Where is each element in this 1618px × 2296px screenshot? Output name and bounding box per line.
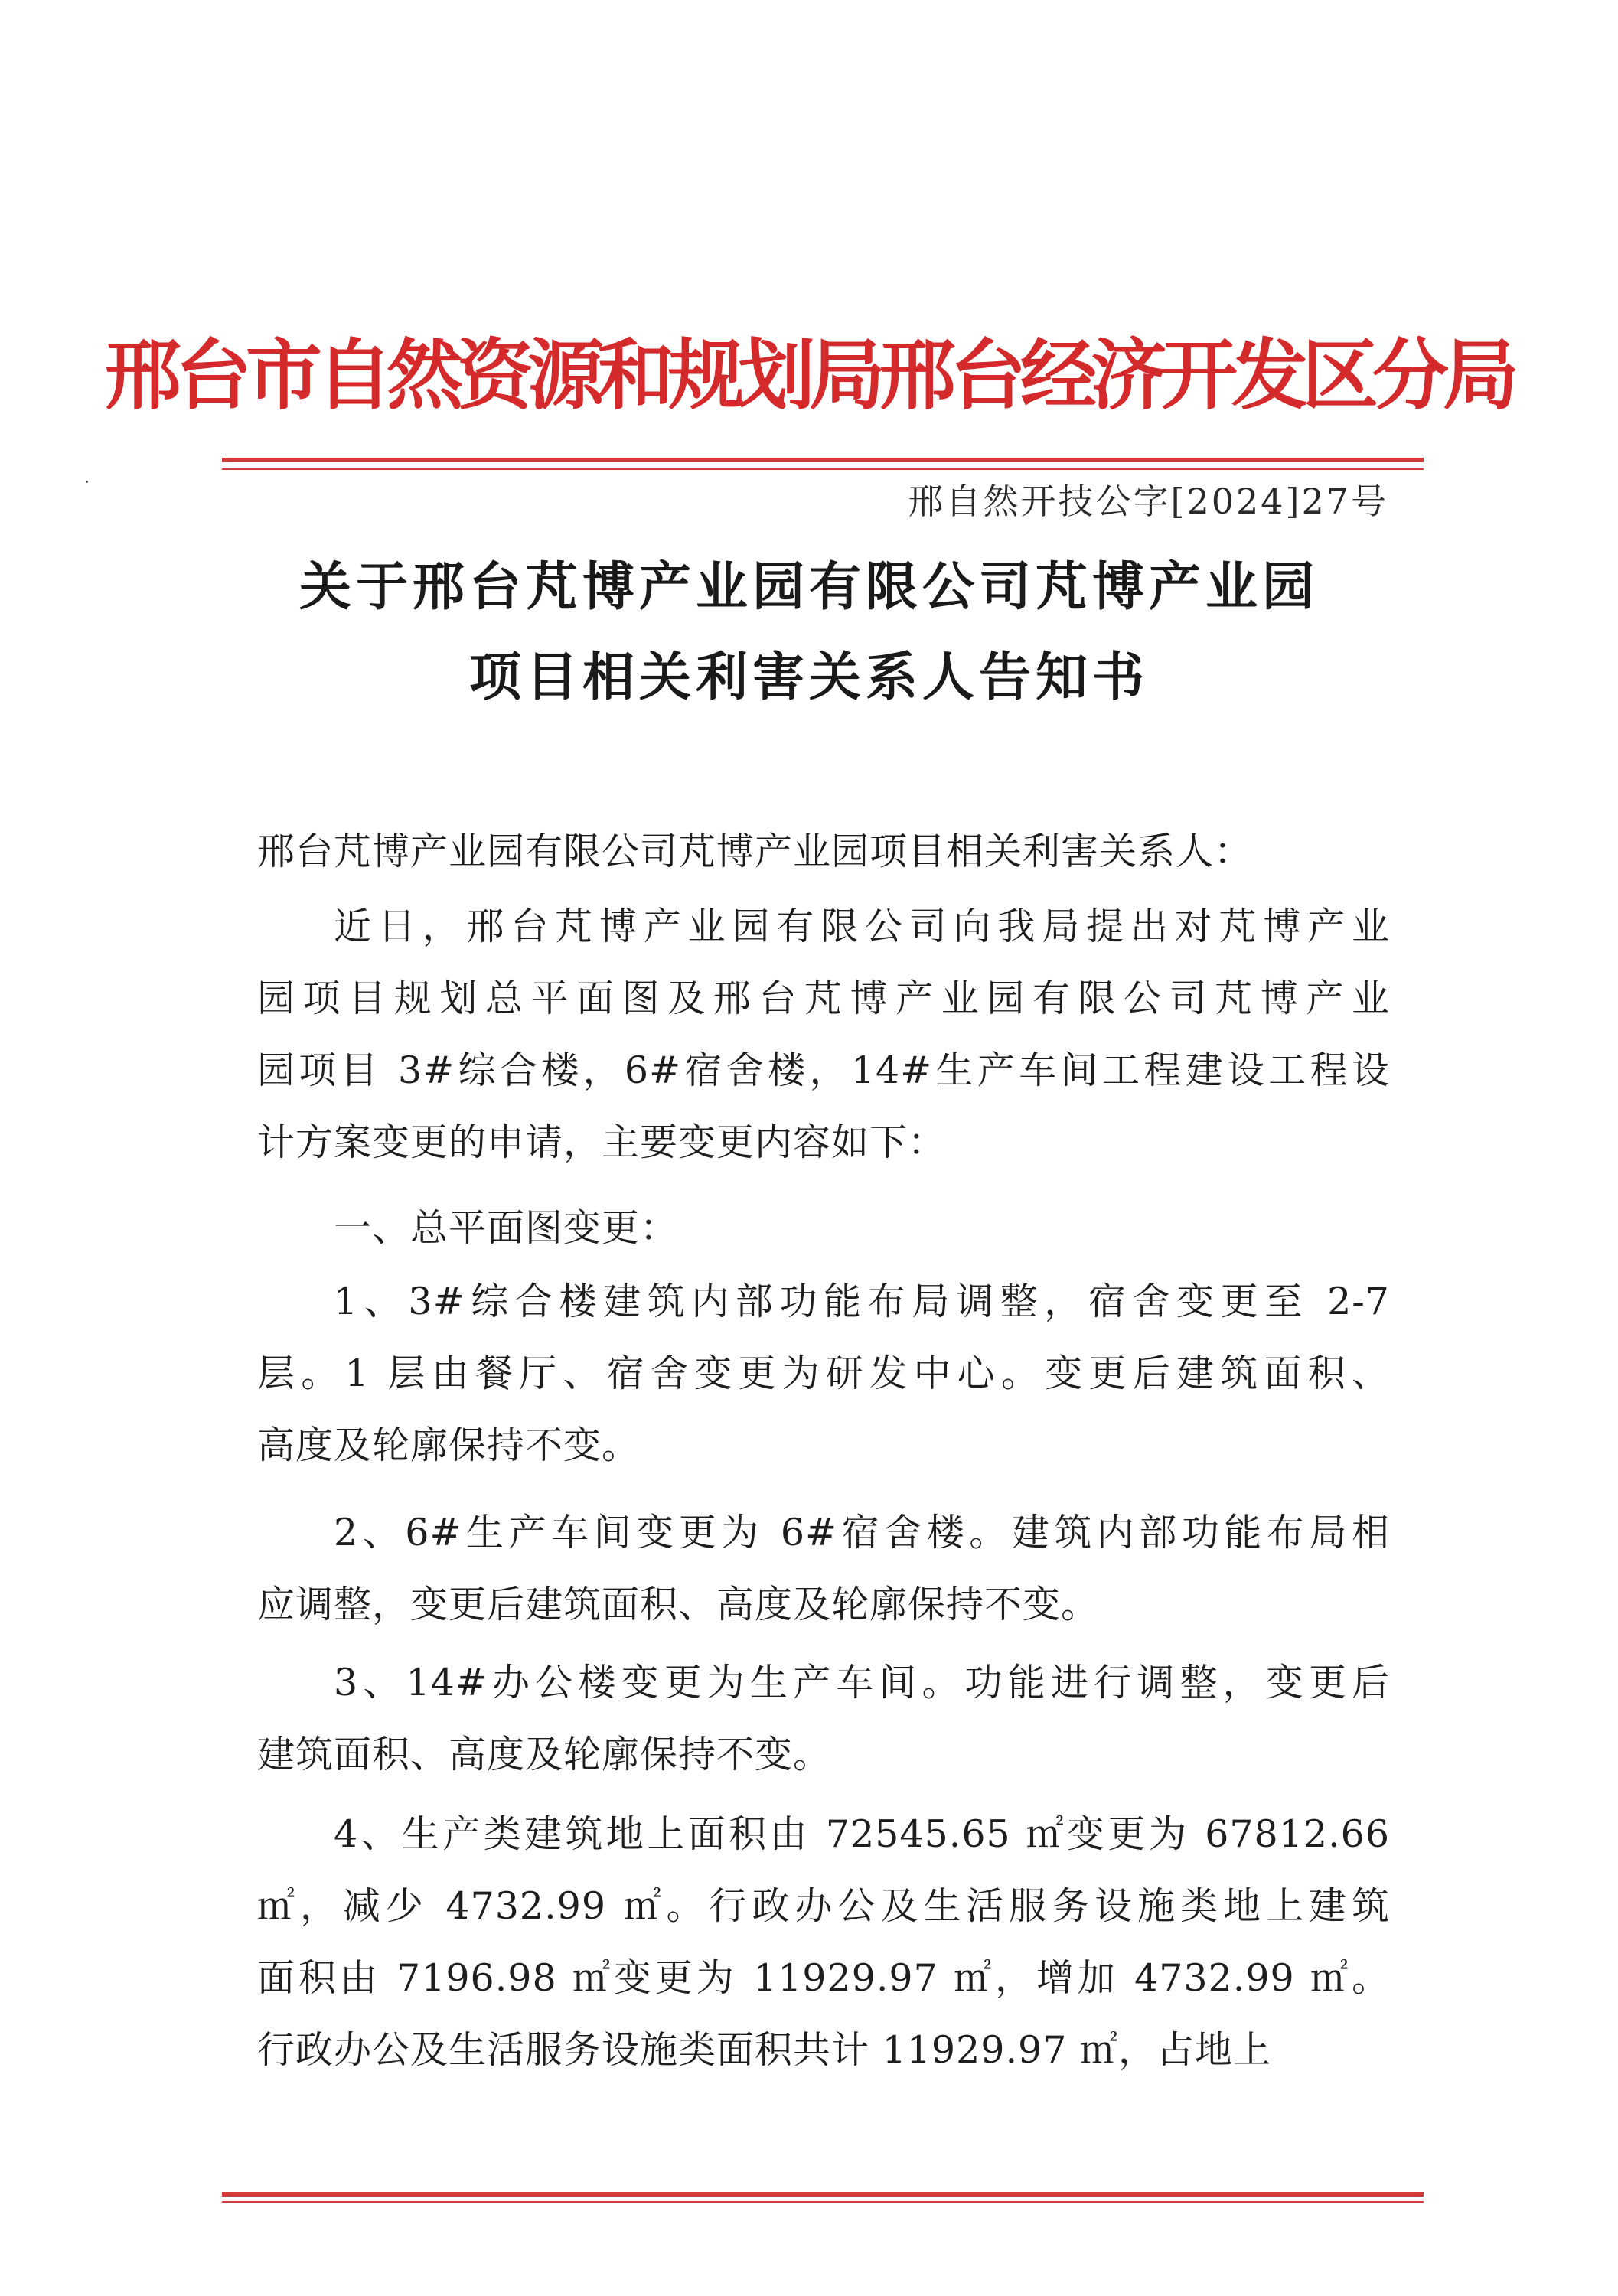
body-paragraph <box>257 1799 1390 2086</box>
document-number: 邢自然开技公字[2024]27号 <box>908 481 1388 522</box>
body-line: 层。1 层由餐厅、宿舍变更为研发中心。变更后建筑面积、 <box>257 1352 1390 1395</box>
body-line: 近日，邢台芃博产业园有限公司向我局提出对芃博产业 <box>334 905 1390 948</box>
body-line: 建筑面积、高度及轮廓保持不变。 <box>257 1733 832 1776</box>
body-line: 2、6#生产车间变更为 6#宿舍楼。建筑内部功能布局相 <box>334 1511 1390 1554</box>
body-line: 高度及轮廓保持不变。 <box>257 1424 641 1467</box>
document-title-line-1: 关于邢台芃博产业园有限公司芃博产业园 <box>298 557 1319 618</box>
salutation: 邢台芃博产业园有限公司芃博产业园项目相关利害关系人： <box>257 830 1253 873</box>
body-line: 3、14#办公楼变更为生产车间。功能进行调整，变更后 <box>334 1661 1390 1704</box>
body-line: 面积由 7196.98 ㎡变更为 11929.97 ㎡，增加 4732.99 ㎡。 <box>257 1956 1390 2000</box>
body-line: 4、生产类建筑地上面积由 72545.65 ㎡变更为 67812.66 <box>334 1812 1390 1856</box>
body-paragraph <box>257 1266 1390 1482</box>
body-line: 计方案变更的申请，主要变更内容如下： <box>257 1120 947 1164</box>
body-paragraph <box>257 891 1390 1179</box>
body-line: ㎡，减少 4732.99 ㎡。行政办公及生活服务设施类地上建筑 <box>257 1884 1390 1928</box>
body-line: 应调整，变更后建筑面积、高度及轮廓保持不变。 <box>257 1583 1100 1626</box>
body-line: 行政办公及生活服务设施类面积共计 11929.97 ㎡，占地上 <box>257 2028 1271 2072</box>
body-line: 园项目 3#综合楼，6#宿舍楼，14#生产车间工程建设工程设 <box>257 1049 1390 1092</box>
section-heading <box>257 1192 1390 1264</box>
letterhead-rule-thin <box>222 468 1424 470</box>
body-paragraph <box>257 1497 1390 1641</box>
footer-rule-thin <box>222 2201 1424 2203</box>
document-title-line-2: 项目相关利害关系人告知书 <box>468 647 1149 708</box>
body-line: 1、3#综合楼建筑内部功能布局调整，宿舍变更至 2-7 <box>334 1280 1390 1323</box>
footer-rule-thick <box>222 2192 1424 2197</box>
body-paragraph <box>257 1647 1390 1791</box>
scan-speck <box>86 481 88 483</box>
letterhead-title: 邢台市自然资源和规划局邢台经济开发区分局 <box>105 330 1513 420</box>
body-line: 一、总平面图变更： <box>334 1206 679 1250</box>
body-line: 园项目规划总平面图及邢台芃博产业园有限公司芃博产业 <box>257 977 1390 1020</box>
letterhead-rule-thick <box>222 458 1424 462</box>
